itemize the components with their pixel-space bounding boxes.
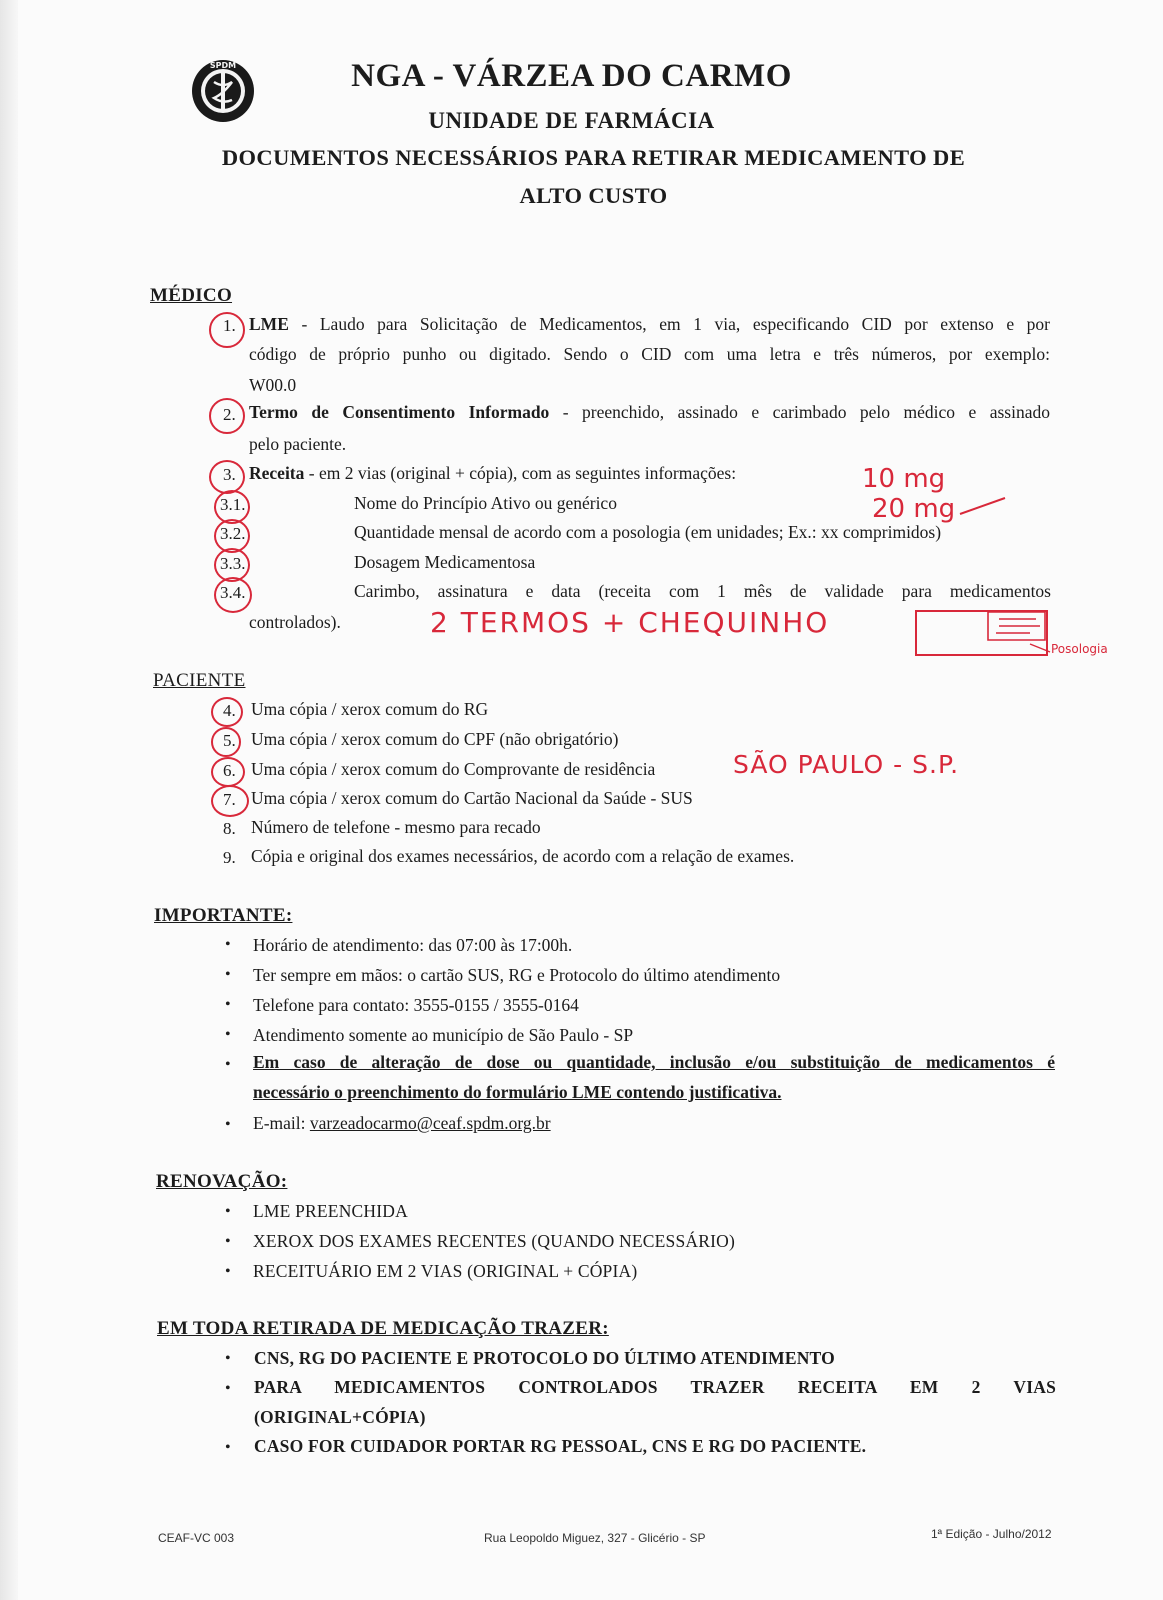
importante-alteracao-line1: Em caso de alteração de dose ou quantidade, inclusão e/ou substituição de medicamentos é [253,1052,1055,1072]
item-number: 7. [223,790,236,809]
handwritten-20mg: 20 mg [872,494,956,524]
item-termo-line2: pelo paciente. [249,434,347,454]
item-number: 1. [223,316,236,335]
page-title: NGA - VÁRZEA DO CARMO [351,58,792,94]
item-receita: Receita - em 2 vias (original + cópia), com as seguintes informações: [249,463,737,483]
item-exames: Cópia e original dos exames necessários, de acordo com a relação de exames. [251,846,795,866]
item-number: 3. [223,465,236,484]
renovacao-receituario: RECEITUÁRIO EM 2 VIAS (ORIGINAL + CÓPIA) [253,1261,638,1281]
importante-municipio: Atendimento somente ao município de São Paulo - SP [253,1025,634,1045]
importante-documentos: Ter sempre em mãos: o cartão SUS, RG e Protocolo do último atendimento [253,965,781,985]
item-lme-line1: LME - Laudo para Solicitação de Medicamentos, em 1 via, especificando CID por extenso e por [249,314,1050,334]
item-rg: Uma cópia / xerox comum do RG [251,699,489,719]
retirada-cns-rg: CNS, RG DO PACIENTE E PROTOCOLO DO ÚLTIMO ATENDIMENTO [254,1348,835,1368]
bullet: • [225,1203,231,1220]
pen-strike-mark [960,498,1005,514]
item-number: 9. [223,848,236,867]
importante-telefone: Telefone para contato: 3555-0155 / 3555-0164 [253,995,579,1015]
section-medico-heading: MÉDICO [150,285,233,306]
item-telefone: Número de telefone - mesmo para recado [251,817,541,837]
handwritten-termos-chequinho: 2 TERMOS + CHEQUINHO [430,606,830,639]
footer-edition: 1ª Edição - Julho/2012 [931,1527,1052,1541]
svg-text:SPDM: SPDM [209,61,237,70]
document-title-line1: DOCUMENTOS NECESSÁRIOS PARA RETIRAR MEDICAMENTO DE [221,145,966,170]
subitem-carimbo: Carimbo, assinatura e data (receita com 1 mês de validade para medicamentos [354,581,1051,601]
section-paciente-heading: PACIENTE [153,670,246,691]
item-termo-line1: Termo de Consentimento Informado - preenchido, assinado e carimbado pelo médico e assinado [249,402,1050,422]
section-renovacao-heading: RENOVAÇÃO: [156,1171,288,1192]
subitem-principio-ativo: Nome do Princípio Ativo ou genérico [354,493,617,513]
bullet: • [225,1439,231,1456]
item-number: 2. [223,405,236,424]
bullet: • [225,1026,231,1043]
subitem-number: 3.3. [220,554,246,573]
subitem-number: 3.2. [220,524,246,543]
renovacao-lme: LME PREENCHIDA [253,1201,408,1221]
bullet: • [225,1116,231,1133]
handwritten-10mg: 10 mg [862,464,946,494]
page-subtitle: UNIDADE DE FARMÁCIA [428,108,715,133]
retirada-controlados-line1: PARA MEDICAMENTOS CONTROLADOS TRAZER RECEITA EM 2 VIAS [254,1377,1056,1397]
retirada-cuidador: CASO FOR CUIDADOR PORTAR RG PESSOAL, CNS E RG DO PACIENTE. [254,1436,867,1456]
item-number: 8. [223,819,236,838]
subitem-number: 3.4. [220,583,246,602]
importante-horario: Horário de atendimento: das 07:00 às 17:00h. [253,935,573,955]
bullet: • [225,1263,231,1280]
subitem-number: 3.1. [220,495,246,514]
item-cartao-sus: Uma cópia / xerox comum do Cartão Nacional da Saúde - SUS [251,788,693,808]
handwritten-posologia: Posologia [1051,642,1108,656]
bullet: • [225,996,231,1013]
section-retirada-heading: EM TODA RETIRADA DE MEDICAÇÃO TRAZER: [157,1318,609,1339]
item-lme-line2: código de próprio punho ou digitado. Sendo o CID com uma letra e três números, por exemplo: [249,344,1050,364]
bullet: • [225,1056,231,1073]
bullet: • [225,1350,231,1367]
bullet: • [225,1380,231,1397]
item-number: 6. [223,761,236,780]
subitem-dosagem: Dosagem Medicamentosa [354,552,536,572]
item-number: 5. [223,731,236,750]
importante-alteracao-line2: necessário o preenchimento do formulário LME contendo justificativa. [253,1082,782,1102]
handwritten-sao-paulo: SÃO PAULO - S.P. [733,750,960,779]
bullet: • [225,936,231,953]
item-comprovante: Uma cópia / xerox comum do Comprovante de residência [251,759,656,779]
bullet: • [225,966,231,983]
renovacao-xerox: XEROX DOS EXAMES RECENTES (QUANDO NECESSÁRIO) [253,1231,735,1251]
subitem-carimbo-cont: controlados). [249,612,341,632]
importante-email: E-mail: varzeadocarmo@ceaf.spdm.org.br [253,1113,551,1133]
item-cpf: Uma cópia / xerox comum do CPF (não obrigatório) [251,729,619,749]
footer-address: Rua Leopoldo Miguez, 327 - Glicério - SP [484,1531,706,1545]
retirada-controlados-line2: (ORIGINAL+CÓPIA) [254,1407,426,1427]
item-lme-line3: W00.0 [249,375,297,395]
item-number: 4. [223,701,236,720]
bullet: • [225,1233,231,1250]
subitem-quantidade: Quantidade mensal de acordo com a posologia (em unidades; Ex.: xx comprimidos) [354,522,942,542]
section-importante-heading: IMPORTANTE: [154,905,293,926]
footer-code: CEAF-VC 003 [158,1531,235,1545]
document-title-line2: ALTO CUSTO [519,183,668,208]
email-link[interactable]: varzeadocarmo@ceaf.spdm.org.br [309,1113,551,1133]
